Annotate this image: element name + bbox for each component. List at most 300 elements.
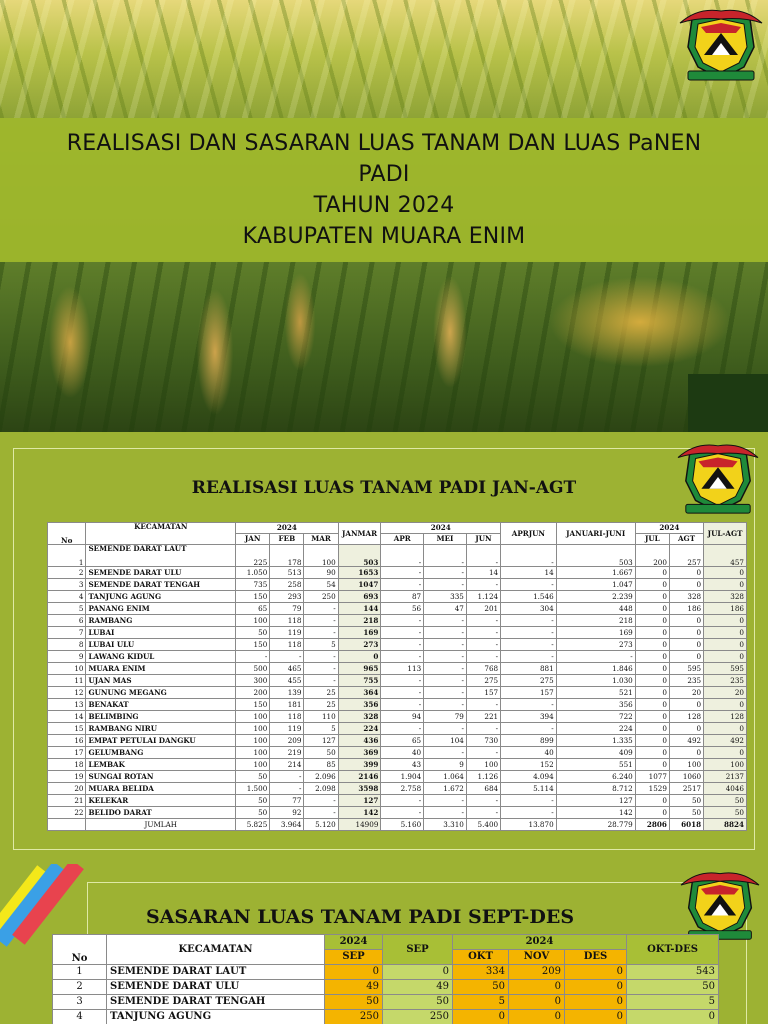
cell-value: 1.846 — [556, 662, 635, 674]
col-aprjun: APRJUN — [501, 523, 557, 545]
col-year-2024: 2024 — [635, 523, 703, 534]
cell-value: 100 — [669, 758, 703, 770]
cell-value: - — [424, 578, 467, 590]
row-number: 2 — [53, 980, 107, 995]
row-number: 1 — [53, 965, 107, 980]
col-mar: MAR — [304, 534, 338, 545]
cell-value: 50 — [304, 746, 338, 758]
cell-value: 6.240 — [556, 770, 635, 782]
cell-value: 0 — [565, 1010, 627, 1024]
cell-value: 79 — [270, 602, 304, 614]
cell-value: 56 — [381, 602, 424, 614]
col-kecamatan: KECAMATAN — [107, 935, 325, 965]
cell-value: 0 — [669, 638, 703, 650]
cell-value: 65 — [381, 734, 424, 746]
kecamatan-name: LEMBAK — [86, 758, 236, 770]
cell-value: 128 — [704, 710, 747, 722]
cell-value: - — [466, 722, 500, 734]
cell-value: 0 — [509, 980, 565, 995]
cell-value: - — [424, 806, 467, 818]
table-row — [48, 686, 747, 698]
row-number: 5 — [48, 602, 86, 614]
cell-value: 50 — [704, 794, 747, 806]
cell-value: 492 — [669, 734, 703, 746]
cell-value: 595 — [704, 662, 747, 674]
table-row — [48, 578, 747, 590]
row-number: 8 — [48, 638, 86, 650]
kecamatan-name: SEMENDE DARAT LAUT — [86, 545, 236, 567]
cell-value: 50 — [704, 806, 747, 818]
cell-value: 300 — [236, 674, 270, 686]
row-number: 3 — [53, 995, 107, 1010]
cell-value: 513 — [270, 566, 304, 578]
cell-value: 5 — [453, 995, 509, 1010]
cell-value: 250 — [325, 1010, 383, 1024]
cell-value: - — [466, 794, 500, 806]
table-row — [53, 1010, 719, 1024]
kecamatan-name: SEMENDE DARAT ULU — [86, 566, 236, 578]
kecamatan-name: RAMBANG — [86, 614, 236, 626]
cell-value: 1529 — [635, 782, 669, 794]
cell-value: 54 — [304, 578, 338, 590]
cell-value: 0 — [669, 722, 703, 734]
cell-value: 25 — [304, 686, 338, 698]
row-number: 6 — [48, 614, 86, 626]
col-januari-juni: JANUARI-JUNI — [556, 523, 635, 545]
kecamatan-name: SEMENDE DARAT ULU — [107, 980, 325, 995]
cell-value: 257 — [669, 545, 703, 567]
row-number: 3 — [48, 578, 86, 590]
cell-value: - — [381, 794, 424, 806]
cell-value: 0 — [635, 602, 669, 614]
cell-value: 92 — [270, 806, 304, 818]
cell-value: 455 — [270, 674, 304, 686]
cell-value: 1.047 — [556, 578, 635, 590]
cell-value: - — [304, 614, 338, 626]
cell-value: 1.030 — [556, 674, 635, 686]
cell-value: 14 — [466, 566, 500, 578]
table-row — [48, 590, 747, 602]
cell-value: 0 — [704, 614, 747, 626]
cell-value: 201 — [466, 602, 500, 614]
sasaran-heading: SASARAN LUAS TANAM PADI SEPT-DES — [145, 906, 575, 928]
cell-value: 1.546 — [501, 590, 557, 602]
cell-value: 142 — [556, 806, 635, 818]
rice-field-photo-bottom — [0, 262, 768, 432]
col-no: No — [48, 523, 86, 545]
table-row — [48, 794, 747, 806]
cell-value: 200 — [236, 686, 270, 698]
cell-value: 224 — [556, 722, 635, 734]
cell-value: 119 — [270, 722, 304, 734]
cell-value: 0 — [704, 626, 747, 638]
total-value: 3.310 — [424, 818, 467, 830]
cell-value: - — [466, 614, 500, 626]
cell-value: 5 — [304, 638, 338, 650]
cell-value: 2517 — [669, 782, 703, 794]
row-number — [48, 818, 86, 830]
row-number: 16 — [48, 734, 86, 746]
cell-value: 100 — [236, 746, 270, 758]
col-nov: NOV — [509, 950, 565, 965]
col-apr: APR — [381, 534, 424, 545]
table-row — [48, 770, 747, 782]
kecamatan-name: UJAN MAS — [86, 674, 236, 686]
cell-value: - — [424, 662, 467, 674]
cell-value: 2.239 — [556, 590, 635, 602]
cell-value: 0 — [635, 614, 669, 626]
total-value: 5.160 — [381, 818, 424, 830]
cell-value: 1653 — [338, 566, 381, 578]
realisasi-table — [47, 522, 747, 831]
kecamatan-name: MUARA ENIM — [86, 662, 236, 674]
cell-value: 328 — [669, 590, 703, 602]
cell-value: 0 — [565, 965, 627, 980]
cell-value: 1060 — [669, 770, 703, 782]
cell-value: 20 — [669, 686, 703, 698]
cell-value: 0 — [453, 1010, 509, 1024]
total-value: 5.400 — [466, 818, 500, 830]
cell-value: 47 — [424, 602, 467, 614]
cell-value: - — [466, 545, 500, 567]
cell-value: 0 — [565, 995, 627, 1010]
cell-value: 4.094 — [501, 770, 557, 782]
cell-value: 0 — [635, 590, 669, 602]
cell-value: - — [424, 722, 467, 734]
cell-value: 79 — [424, 710, 467, 722]
cell-value: 250 — [304, 590, 338, 602]
cell-value: 169 — [338, 626, 381, 638]
cell-value: 2.096 — [304, 770, 338, 782]
col-jul: JUL — [635, 534, 669, 545]
cell-value: 1.050 — [236, 566, 270, 578]
col-janmar: JANMAR — [338, 523, 381, 545]
cell-value: 50 — [669, 794, 703, 806]
col-no: No — [53, 935, 107, 965]
kecamatan-name: BELIMBING — [86, 710, 236, 722]
table-row — [48, 638, 747, 650]
cell-value: 186 — [669, 602, 703, 614]
col-jan: JAN — [236, 534, 270, 545]
cell-value: 899 — [501, 734, 557, 746]
cell-value: 150 — [236, 638, 270, 650]
table-row — [48, 650, 747, 662]
cell-value: 142 — [338, 806, 381, 818]
cell-value: - — [304, 806, 338, 818]
cell-value: 1077 — [635, 770, 669, 782]
cell-value: 219 — [270, 746, 304, 758]
cell-value: - — [304, 626, 338, 638]
cell-value: 1.667 — [556, 566, 635, 578]
cell-value: 152 — [501, 758, 557, 770]
table-row — [48, 806, 747, 818]
kecamatan-name: EMPAT PETULAI DANGKU — [86, 734, 236, 746]
col-okt-des: OKT-DES — [627, 935, 719, 965]
cell-value: 735 — [236, 578, 270, 590]
cell-value: 100 — [236, 614, 270, 626]
cell-value: 399 — [338, 758, 381, 770]
col-year-2024: 2024 — [236, 523, 339, 534]
row-number: 15 — [48, 722, 86, 734]
row-number: 7 — [48, 626, 86, 638]
cell-value: 169 — [556, 626, 635, 638]
cell-value: 0 — [635, 758, 669, 770]
cell-value: 250 — [383, 1010, 453, 1024]
cell-value: 356 — [338, 698, 381, 710]
cell-value: - — [381, 626, 424, 638]
table-row — [48, 698, 747, 710]
cell-value: 127 — [304, 734, 338, 746]
cell-value: 293 — [270, 590, 304, 602]
cell-value: 500 — [236, 662, 270, 674]
total-value: 28.779 — [556, 818, 635, 830]
title-line-3: TAHUN 2024 — [313, 193, 455, 218]
cell-value: - — [381, 566, 424, 578]
col-mei: MEI — [424, 534, 467, 545]
cell-value: - — [381, 698, 424, 710]
cell-value: 50 — [627, 980, 719, 995]
sasaran-table — [52, 934, 719, 1024]
table-row — [48, 734, 747, 746]
cell-value: 104 — [424, 734, 467, 746]
cell-value: 224 — [338, 722, 381, 734]
cell-value: - — [466, 626, 500, 638]
cell-value: - — [304, 662, 338, 674]
cell-value: 100 — [236, 734, 270, 746]
title-line-2: PADI — [358, 162, 410, 187]
cell-value: 0 — [565, 980, 627, 995]
table-row — [48, 674, 747, 686]
cell-value: 394 — [501, 710, 557, 722]
cell-value: 40 — [381, 746, 424, 758]
row-number: 13 — [48, 698, 86, 710]
cell-value: - — [424, 638, 467, 650]
cell-value: 157 — [466, 686, 500, 698]
row-number: 20 — [48, 782, 86, 794]
cell-value: 110 — [304, 710, 338, 722]
total-row — [48, 818, 747, 830]
cell-value: 5.114 — [501, 782, 557, 794]
cell-value: - — [270, 782, 304, 794]
kecamatan-name: LUBAI — [86, 626, 236, 638]
cell-value: - — [466, 746, 500, 758]
cell-value: 218 — [556, 614, 635, 626]
cell-value: - — [424, 794, 467, 806]
cell-value: 503 — [556, 545, 635, 567]
cell-value: 0 — [635, 806, 669, 818]
cell-value: 465 — [270, 662, 304, 674]
cell-value: 0 — [669, 650, 703, 662]
cell-value: 1047 — [338, 578, 381, 590]
total-value: 6018 — [669, 818, 703, 830]
cell-value: 77 — [270, 794, 304, 806]
cell-value: 113 — [381, 662, 424, 674]
cell-value: 1.124 — [466, 590, 500, 602]
cell-value: - — [424, 566, 467, 578]
cell-value: 0 — [704, 722, 747, 734]
cell-value: 127 — [556, 794, 635, 806]
cell-value: 214 — [270, 758, 304, 770]
total-value: 2806 — [635, 818, 669, 830]
cell-value: 2137 — [704, 770, 747, 782]
cell-value: 118 — [270, 638, 304, 650]
kecamatan-name: GELUMBANG — [86, 746, 236, 758]
cell-value: 551 — [556, 758, 635, 770]
cell-value: 14 — [501, 566, 557, 578]
cell-value: 50 — [383, 995, 453, 1010]
cell-value: 1.064 — [424, 770, 467, 782]
cell-value: 1.672 — [424, 782, 467, 794]
cell-value: - — [424, 545, 467, 567]
cell-value: 2146 — [338, 770, 381, 782]
cell-value: 0 — [704, 746, 747, 758]
cell-value: 328 — [704, 590, 747, 602]
col-jul-agt: JUL-AGT — [704, 523, 747, 545]
cell-value: - — [501, 806, 557, 818]
cell-value: 200 — [635, 545, 669, 567]
kecamatan-name: PANANG ENIM — [86, 602, 236, 614]
cell-value: 965 — [338, 662, 381, 674]
row-number: 14 — [48, 710, 86, 722]
table-row — [48, 746, 747, 758]
cell-value: 0 — [338, 650, 381, 662]
row-number: 19 — [48, 770, 86, 782]
cell-value: 881 — [501, 662, 557, 674]
realisasi-heading: REALISASI LUAS TANAM PADI JAN-AGT — [191, 478, 577, 498]
cell-value: 693 — [338, 590, 381, 602]
cell-value: 0 — [704, 650, 747, 662]
cell-value: 0 — [325, 965, 383, 980]
cell-value: - — [466, 638, 500, 650]
total-value: 5.120 — [304, 818, 338, 830]
cell-value: 0 — [635, 794, 669, 806]
cell-value: - — [424, 650, 467, 662]
cell-value: 730 — [466, 734, 500, 746]
sasaran-slide — [0, 864, 768, 1024]
cell-value: 364 — [338, 686, 381, 698]
cell-value: 273 — [338, 638, 381, 650]
row-number: 18 — [48, 758, 86, 770]
cell-value: 275 — [501, 674, 557, 686]
table-row — [48, 662, 747, 674]
cell-value: - — [304, 650, 338, 662]
table-row — [48, 758, 747, 770]
table-row — [48, 545, 747, 567]
kecamatan-name: KELEKAR — [86, 794, 236, 806]
kecamatan-name: LUBAI ULU — [86, 638, 236, 650]
cell-value: - — [304, 602, 338, 614]
cell-value: 49 — [325, 980, 383, 995]
total-label: JUMLAH — [86, 818, 236, 830]
cell-value: 436 — [338, 734, 381, 746]
cell-value: 0 — [635, 662, 669, 674]
cell-value: - — [381, 638, 424, 650]
cell-value: - — [381, 686, 424, 698]
row-number: 17 — [48, 746, 86, 758]
cell-value: 139 — [270, 686, 304, 698]
cell-value: 225 — [236, 545, 270, 567]
cell-value: - — [304, 794, 338, 806]
cell-value: 0 — [635, 674, 669, 686]
cell-value: 50 — [669, 806, 703, 818]
cell-value: 457 — [704, 545, 747, 567]
cell-value: 40 — [501, 746, 557, 758]
regency-emblem-icon — [676, 3, 766, 85]
cell-value: 119 — [270, 626, 304, 638]
cell-value: 258 — [270, 578, 304, 590]
cell-value: 50 — [236, 626, 270, 638]
regency-emblem-icon — [674, 866, 766, 944]
cell-value: 178 — [270, 545, 304, 567]
cell-value: - — [424, 746, 467, 758]
cell-value: 1.126 — [466, 770, 500, 782]
cell-value: 50 — [236, 770, 270, 782]
cell-value: 144 — [338, 602, 381, 614]
cell-value: - — [381, 545, 424, 567]
cell-value: 0 — [669, 626, 703, 638]
cell-value: 50 — [325, 995, 383, 1010]
cell-value: 100 — [466, 758, 500, 770]
kecamatan-name: SUNGAI ROTAN — [86, 770, 236, 782]
cell-value: 0 — [669, 566, 703, 578]
cell-value: - — [381, 578, 424, 590]
cell-value: - — [236, 650, 270, 662]
cell-value: 4046 — [704, 782, 747, 794]
cell-value: 8.712 — [556, 782, 635, 794]
cell-value: 218 — [338, 614, 381, 626]
cell-value: - — [466, 578, 500, 590]
cell-value: 0 — [669, 614, 703, 626]
cell-value: 50 — [236, 806, 270, 818]
table-row — [53, 995, 719, 1010]
cell-value: 65 — [236, 602, 270, 614]
kecamatan-name: RAMBANG NIRU — [86, 722, 236, 734]
total-value: 14909 — [338, 818, 381, 830]
cell-value: 118 — [270, 614, 304, 626]
cell-value: - — [424, 614, 467, 626]
cell-value: 94 — [381, 710, 424, 722]
cell-value: 768 — [466, 662, 500, 674]
cell-value: 118 — [270, 710, 304, 722]
kecamatan-name: TANJUNG AGUNG — [107, 1010, 325, 1024]
cell-value: 755 — [338, 674, 381, 686]
cell-value: 209 — [509, 965, 565, 980]
cell-value: 0 — [635, 626, 669, 638]
cell-value: - — [381, 650, 424, 662]
kecamatan-name: SEMENDE DARAT TENGAH — [107, 995, 325, 1010]
cell-value: 409 — [556, 746, 635, 758]
cell-value: 0 — [669, 746, 703, 758]
cell-value: 2.098 — [304, 782, 338, 794]
table-row — [53, 980, 719, 995]
cell-value: 356 — [556, 698, 635, 710]
cell-value: 90 — [304, 566, 338, 578]
kecamatan-name: MUARA BELIDA — [86, 782, 236, 794]
table-row — [48, 722, 747, 734]
table-row — [48, 614, 747, 626]
cell-value: 0 — [704, 638, 747, 650]
cell-value: 0 — [669, 698, 703, 710]
cell-value: - — [501, 545, 557, 567]
cell-value: 128 — [669, 710, 703, 722]
cell-value: 85 — [304, 758, 338, 770]
cell-value: - — [270, 650, 304, 662]
cell-value: 273 — [556, 638, 635, 650]
row-number: 4 — [48, 590, 86, 602]
cell-value: 0 — [635, 638, 669, 650]
cell-value: 100 — [704, 758, 747, 770]
cell-value: - — [501, 722, 557, 734]
